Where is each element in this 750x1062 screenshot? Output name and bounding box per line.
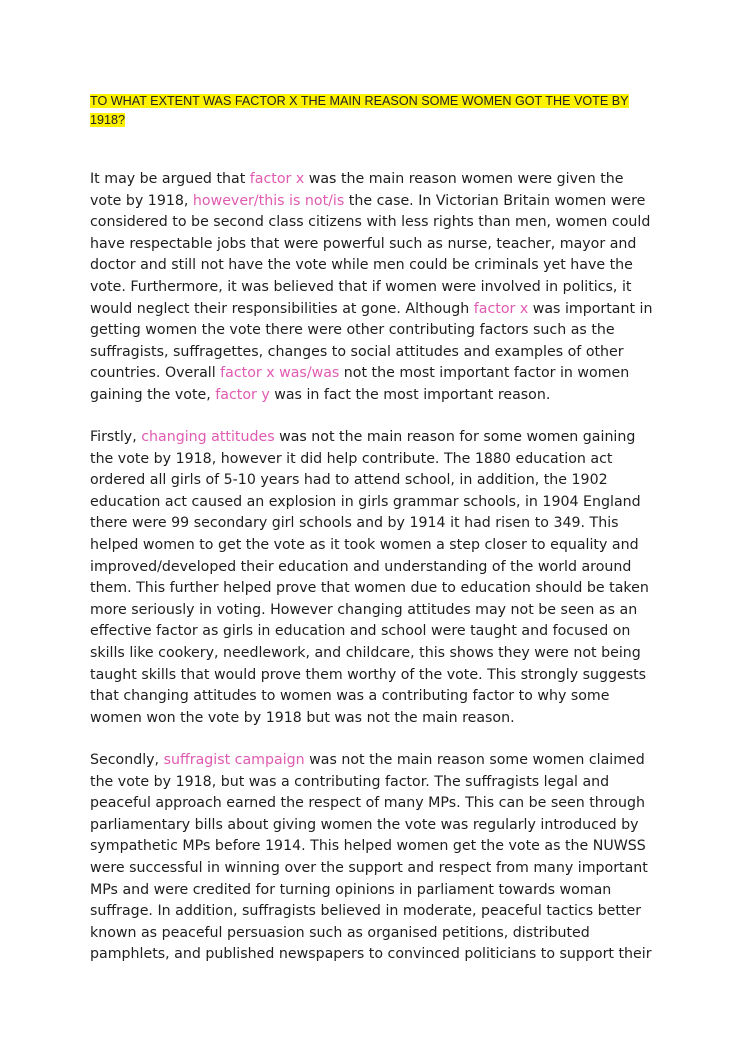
text-line [90,255,670,277]
text-segment: improved/developed their education and understanding of the world around [90,558,632,575]
text-line [90,513,670,535]
text-segment: sympathetic MPs before 1914. This helped women get the vote as the NUWSS [90,838,646,855]
placeholder-phrase: factor x [249,171,305,187]
text-segment: more seriously in voting. However changing attitudes may not be seen as an [90,601,638,618]
text-line [90,772,670,794]
text-line [90,815,670,837]
text-line [90,277,670,299]
text-segment: were successful in winning over the support and respect from many important [90,859,648,876]
text-segment: taught skills that would prove them worthy of the vote. This strongly suggests [90,666,647,683]
text-segment: the vote by 1918, but was a contributing factor. The suffragists legal and [90,773,610,790]
text-line [90,880,670,902]
text-segment: was not the main reason for some women gaining [274,429,636,445]
text-line [90,535,670,557]
text-segment: effective factor as girls in education and school were taught and focused on [90,623,631,640]
text-line [90,578,670,600]
text-line [90,665,670,687]
text-line [90,793,670,815]
paragraph-changing-attitudes [90,427,670,729]
text-segment: getting women the vote there were other contributing factors such as the [90,322,615,339]
text-segment: was not the main reason some women claimed [304,752,645,768]
placeholder-phrase: factor x was/was [220,365,340,382]
text-line [90,342,670,364]
placeholder-phrase: however/this is not/is [192,192,345,209]
text-segment: there were 99 secondary girl schools and by 1914 it had risen to 349. This [90,515,619,532]
text-line [90,320,670,342]
paragraph-suffragist-campaign [90,750,670,966]
placeholder-phrase: factor x [473,300,529,317]
text-segment: suffragists, suffragettes, changes to social attitudes and examples of other [90,343,624,360]
text-line [90,643,670,665]
essay-title [90,92,650,130]
text-line [90,299,670,321]
text-segment: vote by 1918, [90,192,193,209]
text-segment: would neglect their responsibilities at gone. Although [90,300,474,317]
text-segment: Firstly, [90,429,142,445]
text-segment: considered to be second class citizens with less rights than men, women could [90,214,651,231]
text-line [90,686,670,708]
text-line [90,836,670,858]
text-segment: women won the vote by 1918 but was not the main reason. [90,709,515,726]
text-segment: education act caused an explosion in girls grammar schools, in 1904 England [90,493,641,510]
text-line [90,212,670,234]
text-segment: countries. Overall [90,365,221,382]
text-segment: was in fact the most important reason. [269,386,551,403]
placeholder-phrase: suffragist campaign [163,752,305,768]
text-line [90,708,670,730]
placeholder-phrase: factor y [215,386,270,403]
text-line [90,621,670,643]
text-segment: ordered all girls of 5-10 years had to attend school, in addition, the 1902 [90,472,608,489]
text-segment: that changing attitudes to women was a contributing factor to why some [90,688,610,705]
text-segment: skills like cookery, needlework, and childcare, this shows they were not being [90,644,641,661]
text-line [90,234,670,256]
text-segment: the vote by 1918, however it did help contribute. The 1880 education act [90,450,613,467]
text-segment: helped women to get the vote as it took women a step closer to equality and [90,536,639,553]
text-line [90,470,670,492]
text-line [90,901,670,923]
text-line [90,449,670,471]
text-segment: was the main reason women were given the [304,171,624,187]
text-line [90,858,670,880]
text-segment: vote. Furthermore, it was believed that if women were involved in politics, it [90,278,632,295]
text-segment: not the most important factor in women [339,365,630,382]
text-segment: them. This further helped prove that women due to education should be taken [90,580,649,597]
text-segment: gaining the vote, [90,386,216,403]
text-line [90,923,670,945]
text-line [90,191,670,213]
text-line [90,750,670,772]
text-line [90,169,670,191]
text-segment: peaceful approach earned the respect of many MPs. This can be seen through [90,795,645,812]
text-segment: MPs and were credited for turning opinions in parliament towards woman [90,881,612,898]
text-line [90,427,670,449]
text-segment: parliamentary bills about giving women the vote was regularly introduced by [90,816,639,833]
text-segment: have respectable jobs that were powerful such as nurse, teacher, mayor and [90,235,637,252]
text-line [90,385,670,407]
text-segment: was important in [528,300,653,317]
placeholder-phrase: changing attitudes [141,429,275,445]
text-segment: It may be argued that [90,171,250,187]
text-segment: known as peaceful persuasion such as organised petitions, distributed [90,924,590,941]
text-segment: the case. In Victorian Britain women were [344,192,646,209]
text-line [90,492,670,514]
paragraph-introduction [90,169,670,407]
text-line [90,600,670,622]
text-segment: doctor and still not have the vote while men could be criminals yet have the [90,257,633,274]
essay-title-line-2: 1918? [90,113,126,127]
text-segment: Secondly, [90,752,164,768]
text-line [90,363,670,385]
text-segment: suffrage. In addition, suffragists believed in moderate, peaceful tactics better [90,903,642,920]
text-line [90,944,670,966]
text-line [90,557,670,579]
essay-title-line-1: TO WHAT EXTENT WAS FACTOR X THE MAIN REASON SOME WOMEN GOT THE VOTE BY [90,94,629,108]
text-segment: pamphlets, and published newspapers to convinced politicians to support their [90,946,652,963]
